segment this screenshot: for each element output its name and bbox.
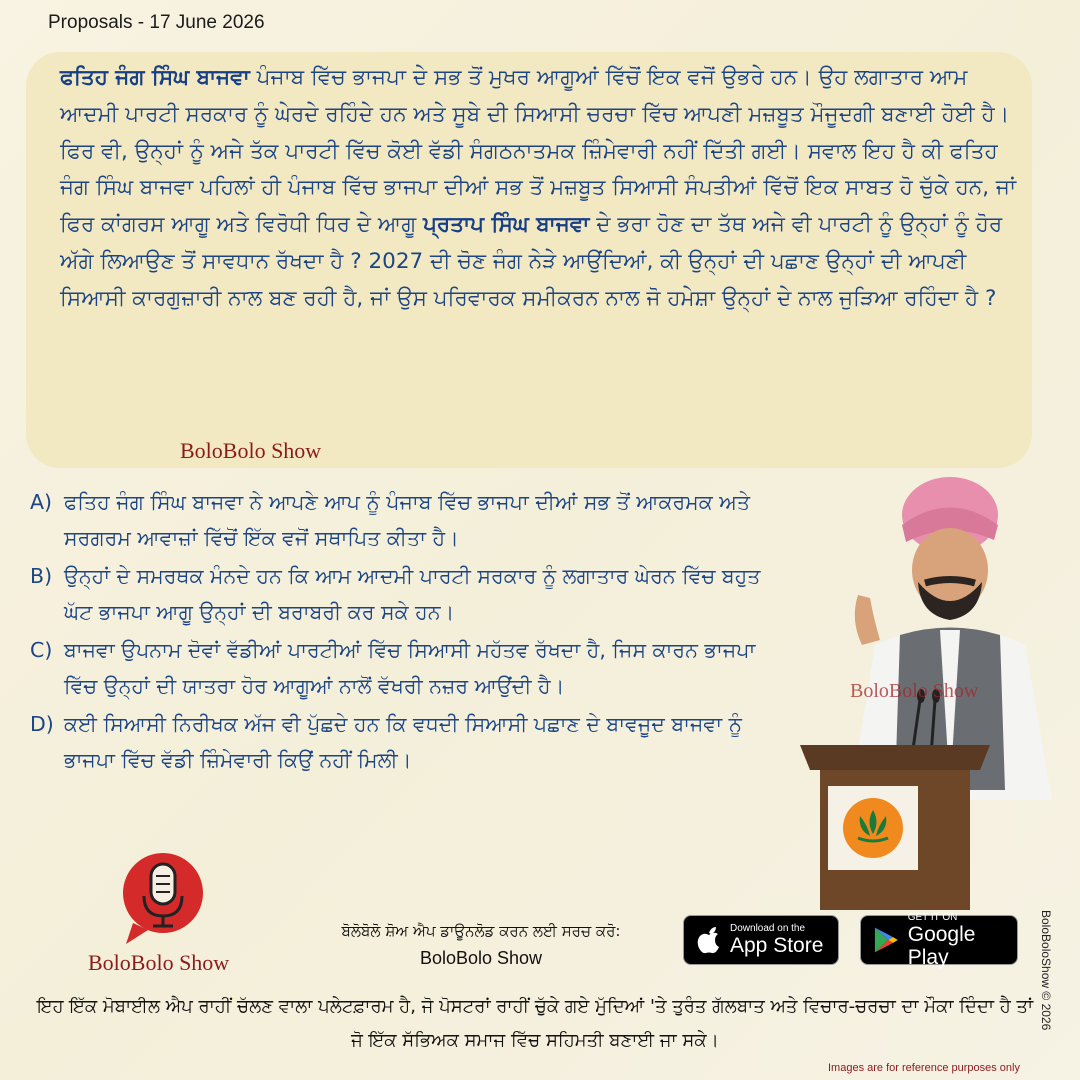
option-key: C) xyxy=(30,638,53,662)
logo-brand-text: BoloBolo Show xyxy=(88,950,230,975)
highlight-name-2: ਪ੍ਰਤਾਪ ਸਿੰਘ ਬਾਜਵਾ xyxy=(423,212,590,238)
highlight-name-1: ਫਤਿਹ ਜੰਗ ਸਿੰਘ ਬਾਜਵਾ xyxy=(60,65,250,90)
option-text: ਬਾਜਵਾ ਉਪਨਾਮ ਦੋਵਾਂ ਵੱਡੀਆਂ ਪਾਰਟੀਆਂ ਵਿੱਚ ਸਿਆਸੀ ਮਹੱਤਵ ਰੱਖਦਾ ਹੈ, ਜਿਸ ਕਾਰਨ ਭਾਜਪਾ ਵਿੱਚ ਉਨ੍ਹਾਂ ਦੀ ਯਾਤਰਾ ਹੋਰ ਆਗੂਆਂ ਨਾਲੋਂ ਵੱਖਰੀ ਨਜ਼ਰ ਆਉਂਦੀ ਹੈ। xyxy=(64,638,756,698)
option-d[interactable] xyxy=(30,706,790,778)
play-store-small: GET IT ON xyxy=(907,911,958,923)
option-text: ਕਈ ਸਿਆਸੀ ਨਿਰੀਖਕ ਅੱਜ ਵੀ ਪੁੱਛਦੇ ਹਨ ਕਿ ਵਧਦੀ ਸਿਆਸੀ ਪਛਾਣ ਦੇ ਬਾਵਜੂਦ ਬਾਜਵਾ ਨੂੰ ਭਾਜਪਾ ਵਿੱਚ ਵੱਡੀ ਜ਼ਿੰਮੇਵਾਰੀ ਕਿਉਂ ਨਹੀਂ ਮਿਲੀ। xyxy=(64,712,742,772)
google-play-icon xyxy=(873,925,900,955)
microphone-logo-icon xyxy=(118,848,208,948)
option-key: B) xyxy=(30,564,53,588)
play-store-big: Google Play xyxy=(907,922,976,969)
options-list xyxy=(30,484,790,780)
intro-part-1: ਪੰਜਾਬ ਵਿੱਚ ਭਾਜਪਾ ਦੇ ਸਭ ਤੋਂ ਮੁਖਰ ਆਗੂਆਂ ਵਿੱਚੋਂ ਇਕ ਵਜੋਂ ਉਭਰੇ ਹਨ। ਉਹ ਲਗਾਤਾਰ ਆਮ ਆਦਮੀ ਪਾਰਟੀ ਸਰਕਾਰ ਨੂੰ ਘੇਰਦੇ ਰਹਿੰਦੇ ਹਨ ਅਤੇ ਸੂਬੇ ਦੀ ਸਿਆਸੀ ਚਰਚਾ ਵਿੱਚ ਆਪਣੀ ਮਜ਼ਬੂਤ ਮੌਜੂਦਗੀ ਬਣਾਈ ਹੋਈ ਹੈ। ਫਿਰ ਵੀ, ਉਨ੍ਹਾਂ ਨੂੰ ਅਜੇ ਤੱਕ ਪਾਰਟੀ ਵਿੱਚ ਕੋਈ ਵੱਡੀ ਸੰਗਠਨਾਤਮਕ ਜ਼ਿੰਮੇਵਾਰੀ ਨਹੀਂ ਦਿੱਤੀ ਗਈ। ਸਵਾਲ ਇਹ ਹੈ ਕੀ ਫਤਿਹ ਜੰਗ ਸਿੰਘ ਬਾਜਵਾ ਪਹਿਲਾਂ ਹੀ ਪੰਜਾਬ ਵਿੱਚ ਭਾਜਪਾ ਦੀਆਂ ਸਭ ਤੋਂ ਮਜ਼ਬੂਤ ਸਿਆਸੀ ਸੰਪਤੀਆਂ ਵਿੱਚੋਂ ਇਕ ਸਾਬਤ ਹੋ ਚੁੱਕੇ ਹਨ, ਜਾਂ ਫਿਰ ਕਾਂਗਰਸ ਆਗੂ ਅਤੇ ਵਿਰੋਧੀ ਧਿਰ ਦੇ ਆਗੂ xyxy=(60,65,1017,238)
app-store-small: Download on the xyxy=(730,923,806,934)
platform-description: ਇਹ ਇੱਕ ਮੋਬਾਈਲ ਐਪ ਰਾਹੀਂ ਚੱਲਣ ਵਾਲਾ ਪਲੇਟਫ਼ਾਰਮ ਹੈ, ਜੋ ਪੋਸਟਰਾਂ ਰਾਹੀਂ ਚੁੱਕੇ ਗਏ ਮੁੱਦਿਆਂ 'ਤੇ ਤੁਰੰਤ ਗੱਲਬਾਤ ਅਤੇ ਵਿਚਾਰ-ਚਰਚਾ ਦਾ ਮੌਕਾ ਦਿੰਦਾ ਹੈ ਤਾਂ ਜੋ ਇੱਕ ਸੱਭਿਅਕ ਸਮਾਜ ਵਿੱਚ ਸਹਿਮਤੀ ਬਣਾਈ ਜਾ ਸਕੇ। xyxy=(36,996,1034,1051)
option-key: A) xyxy=(30,490,53,514)
option-c[interactable] xyxy=(30,632,790,704)
image-watermark: BoloBolo Show xyxy=(850,680,979,702)
intro-paragraph xyxy=(60,60,1020,318)
apple-icon xyxy=(696,925,722,955)
app-store-button[interactable] xyxy=(683,915,839,965)
copyright-vertical: BoloBoloShow © 2026 xyxy=(1039,910,1053,1031)
date-label: Proposals - 17 June 2026 xyxy=(48,12,265,33)
disclaimer: Images are for reference purposes only xyxy=(828,1062,1020,1074)
brand-watermark: BoloBolo Show xyxy=(180,438,322,463)
option-text: ਫਤਿਹ ਜੰਗ ਸਿੰਘ ਬਾਜਵਾ ਨੇ ਆਪਣੇ ਆਪ ਨੂੰ ਪੰਜਾਬ ਵਿੱਚ ਭਾਜਪਾ ਦੀਆਂ ਸਭ ਤੋਂ ਆਕਰਮਕ ਅਤੇ ਸਰਗਰਮ ਆਵਾਜ਼ਾਂ ਵਿੱਚੋਂ ਇੱਕ ਵਜੋਂ ਸਥਾਪਿਤ ਕੀਤਾ ਹੈ। xyxy=(64,490,750,550)
option-b[interactable] xyxy=(30,558,790,630)
option-a[interactable] xyxy=(30,484,790,556)
option-text: ਉਨ੍ਹਾਂ ਦੇ ਸਮਰਥਕ ਮੰਨਦੇ ਹਨ ਕਿ ਆਮ ਆਦਮੀ ਪਾਰਟੀ ਸਰਕਾਰ ਨੂੰ ਲਗਾਤਾਰ ਘੇਰਨ ਵਿੱਚ ਬਹੁਤ ਘੱਟ ਭਾਜਪਾ ਆਗੂ ਉਨ੍ਹਾਂ ਦੀ ਬਰਾਬਰੀ ਕਰ ਸਕੇ ਹਨ। xyxy=(64,564,761,624)
app-store-big: App Store xyxy=(730,934,824,957)
search-prompt: ਬੋਲੋਬੋਲੋ ਸ਼ੋਅ ਐਪ ਡਾਊਨਲੋਡ ਕਰਨ ਲਈ ਸਰਚ ਕਰੋ: xyxy=(341,922,621,940)
search-brand: BoloBolo Show xyxy=(419,948,543,968)
google-play-button[interactable] xyxy=(860,911,1018,969)
option-key: D) xyxy=(30,712,54,736)
intro-part-2: ਦੇ ਭਰਾ ਹੋਣ ਦਾ ਤੱਥ ਅਜੇ ਵੀ ਪਾਰਟੀ ਨੂੰ ਉਨ੍ਹਾਂ ਨੂੰ ਹੋਰ ਅੱਗੇ ਲਿਆਉਣ ਤੋਂ ਸਾਵਧਾਨ ਰੱਖਦਾ ਹੈ ? 2027 ਦੀ ਚੋਣ ਜੰਗ ਨੇੜੇ ਆਉਂਦਿਆਂ, ਕੀ ਉਨ੍ਹਾਂ ਦੀ ਪਛਾਣ ਉਨ੍ਹਾਂ ਦੀ ਆਪਣੀ ਸਿਆਸੀ ਕਾਰਗੁਜ਼ਾਰੀ ਨਾਲ ਬਣ ਰਹੀ ਹੈ, ਜਾਂ ਉਸ ਪਰਿਵਾਰਕ ਸਮੀਕਰਨ ਨਾਲ ਜੋ ਹਮੇਸ਼ਾ ਉਨ੍ਹਾਂ ਦੇ ਨਾਲ ਜੁੜਿਆ ਰਹਿੰਦਾ ਹੈ ? xyxy=(60,212,1003,311)
